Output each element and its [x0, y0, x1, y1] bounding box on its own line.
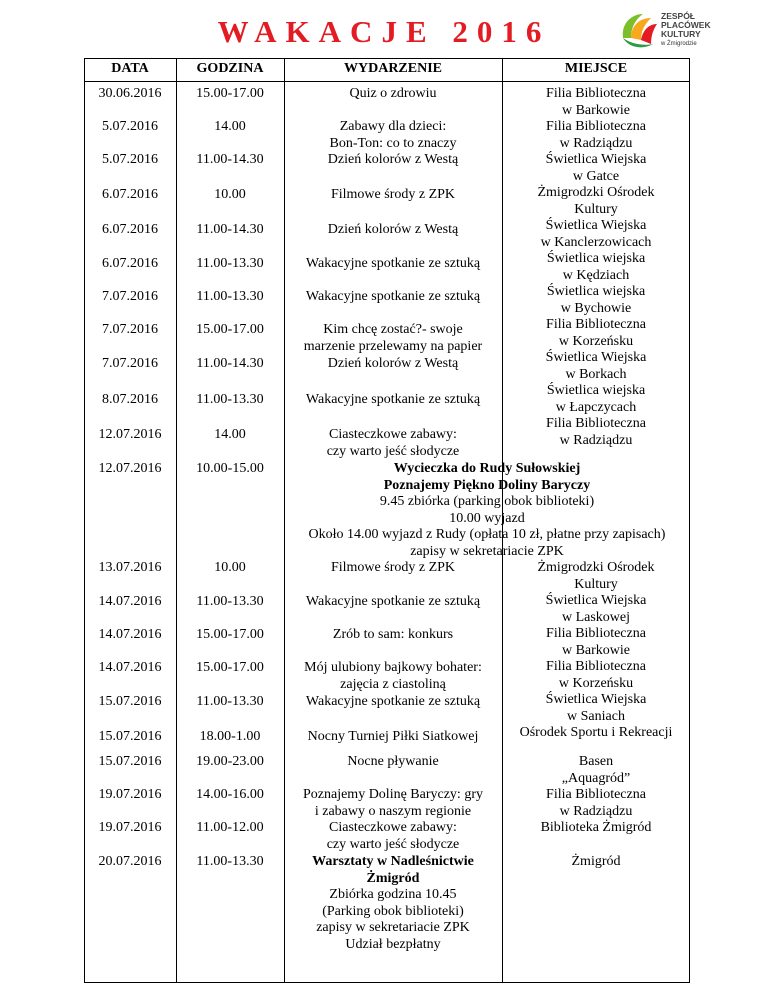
time-cell: 11.00-14.30 — [196, 152, 264, 167]
place-line: Świetlica wiejska — [546, 251, 646, 266]
trip-line: Około 14.00 wyjazd z Rudy (opłata 10 zł, płatne przy zapisach) — [308, 527, 666, 542]
event-cell: Wakacyjne spotkanie ze sztuką — [305, 594, 481, 609]
time-cell: 11.00-13.30 — [196, 854, 264, 869]
time-cell: 15.00-17.00 — [196, 86, 264, 101]
place-line: w Barkowie — [561, 102, 631, 118]
date-cell: 30.06.2016 — [98, 86, 162, 101]
trip-event-block — [284, 461, 690, 560]
time-cell: 15.00-17.00 — [196, 660, 264, 675]
trip-line: 9.45 zbiórka (parking obok biblioteki) — [379, 494, 595, 509]
logo-emblem-icon — [617, 8, 661, 52]
event-cell — [284, 660, 502, 693]
date-cell: 14.07.2016 — [98, 594, 162, 609]
header-time: GODZINA — [196, 61, 264, 76]
place-line: Świetlica Wiejska — [545, 218, 647, 233]
event-cell: Wakacyjne spotkanie ze sztuką — [305, 392, 481, 407]
place-line: Filia Biblioteczna — [546, 787, 646, 802]
time-cell: 18.00-1.00 — [199, 729, 261, 744]
event-line: Kim chcę zostać?- swoje — [323, 322, 463, 337]
event-cell: Nocne pływanie — [347, 754, 439, 769]
place-line: Biblioteka Żmigród — [540, 820, 652, 835]
event-cell: Wakacyjne spotkanie ze sztuką — [305, 289, 481, 304]
table-header-divider — [84, 81, 690, 82]
date-cell: 20.07.2016 — [98, 854, 162, 869]
place-line: Filia Biblioteczna — [546, 86, 646, 101]
event-cell — [284, 820, 502, 853]
header-date: DATA — [111, 61, 149, 76]
event-cell: Wakacyjne spotkanie ze sztuką — [305, 256, 481, 271]
event-line: Warsztaty w Nadleśnictwie — [312, 854, 474, 869]
place-cell: Żmigród — [571, 854, 621, 869]
time-cell: 11.00-13.30 — [196, 594, 264, 609]
place-line: w Kanclerzowicach — [540, 234, 652, 250]
event-line: czy warto jeść słodycze — [326, 443, 460, 459]
event-cell — [284, 119, 502, 152]
date-cell: 12.07.2016 — [98, 427, 162, 442]
place-line: w Bychowie — [560, 300, 632, 316]
zpk-logo — [617, 8, 727, 60]
logo-text-line3: KULTURY — [661, 29, 701, 39]
place-column — [502, 754, 690, 837]
event-line: marzenie przelewamy na papier — [303, 338, 483, 354]
date-cell: 5.07.2016 — [102, 152, 158, 167]
trip-title: Wycieczka do Rudy Sułowskiej — [393, 461, 581, 476]
place-line: Świetlica Wiejska — [545, 593, 647, 608]
event-cell: Zrób to sam: konkurs — [332, 627, 454, 642]
time-cell: 14.00 — [214, 427, 246, 442]
date-cell: 7.07.2016 — [102, 289, 158, 304]
time-cell: 11.00-12.00 — [196, 820, 264, 835]
trip-line: zapisy w sekretariacie ZPK — [410, 543, 564, 559]
date-cell: 15.07.2016 — [98, 694, 162, 709]
date-cell: 8.07.2016 — [102, 392, 158, 407]
date-cell: 15.07.2016 — [98, 754, 162, 769]
place-line: w Barkowie — [561, 642, 631, 658]
place-line: Filia Biblioteczna — [546, 626, 646, 641]
event-line: Żmigród — [366, 870, 420, 886]
event-line: czy warto jeść słodycze — [326, 836, 460, 852]
date-cell: 7.07.2016 — [102, 356, 158, 371]
event-line: Ciasteczkowe zabawy: — [329, 427, 457, 442]
date-cell: 6.07.2016 — [102, 187, 158, 202]
place-line: Ośrodek Sportu i Rekreacji — [519, 725, 673, 740]
event-line: zajęcia z ciastoliną — [340, 676, 446, 692]
place-line: Świetlica Wiejska — [545, 152, 647, 167]
event-line: Zbiórka godzina 10.45 — [329, 887, 457, 902]
event-line: (Parking obok biblioteki) — [322, 903, 464, 919]
place-line: Filia Biblioteczna — [546, 317, 646, 332]
place-line: w Borkach — [565, 366, 627, 382]
trip-line: 10.00 wyjazd — [449, 510, 525, 526]
place-line: w Kędziach — [562, 267, 630, 283]
place-line: Świetlica Wiejska — [545, 350, 647, 365]
place-line: w Radziądzu — [559, 432, 633, 448]
time-cell: 14.00 — [214, 119, 246, 134]
time-cell: 19.00-23.00 — [196, 754, 264, 769]
time-cell: 10.00 — [214, 560, 246, 575]
event-line: Bon-Ton: co to znaczy — [329, 135, 457, 151]
event-line: Mój ulubiony bajkowy bohater: — [304, 660, 482, 675]
event-cell: Filmowe środy z ZPK — [330, 187, 456, 202]
date-cell: 19.07.2016 — [98, 820, 162, 835]
event-cell: Filmowe środy z ZPK — [330, 560, 456, 575]
time-cell: 11.00-14.30 — [196, 222, 264, 237]
place-line: w Łapczycach — [555, 399, 637, 415]
place-line: Filia Biblioteczna — [546, 416, 646, 431]
place-line: w Korzeńsku — [558, 333, 634, 349]
place-line: Żmigrodzki Ośrodek — [537, 185, 655, 200]
event-cell: Dzień kolorów z Westą — [327, 222, 459, 237]
time-cell: 11.00-13.30 — [196, 289, 264, 304]
event-cell — [284, 854, 502, 953]
place-line: w Saniach — [567, 708, 625, 724]
event-cell — [284, 427, 502, 460]
place-line: Świetlica wiejska — [546, 284, 646, 299]
time-cell: 15.00-17.00 — [196, 627, 264, 642]
place-line: „Aquagród” — [561, 770, 631, 786]
place-line: Basen — [578, 754, 614, 769]
date-cell: 13.07.2016 — [98, 560, 162, 575]
event-cell: Quiz o zdrowiu — [349, 86, 437, 101]
event-cell — [284, 787, 502, 820]
place-line: Kultury — [574, 576, 618, 592]
event-cell — [284, 322, 502, 355]
date-cell: 6.07.2016 — [102, 256, 158, 271]
date-cell: 14.07.2016 — [98, 627, 162, 642]
event-cell: Wakacyjne spotkanie ze sztuką — [305, 694, 481, 709]
header-event: WYDARZENIE — [343, 61, 442, 76]
place-line: w Korzeńsku — [558, 675, 634, 691]
place-line: w Laskowej — [561, 609, 631, 625]
date-cell: 14.07.2016 — [98, 660, 162, 675]
date-cell: 19.07.2016 — [98, 787, 162, 802]
time-cell: 11.00-13.30 — [196, 392, 264, 407]
time-cell: 10.00-15.00 — [196, 461, 264, 476]
date-cell: 12.07.2016 — [98, 461, 162, 476]
place-column — [502, 86, 690, 449]
time-cell: 15.00-17.00 — [196, 322, 264, 337]
event-cell: Nocny Turniej Piłki Siatkowej — [307, 729, 479, 744]
time-cell: 11.00-13.30 — [196, 694, 264, 709]
event-cell: Dzień kolorów z Westą — [327, 356, 459, 371]
place-line: Kultury — [574, 201, 618, 217]
event-line: Poznajemy Dolinę Baryczy: gry — [302, 787, 483, 802]
page-title: WAKACJE 2016 — [217, 14, 551, 49]
event-cell: Dzień kolorów z Westą — [327, 152, 459, 167]
place-line: Filia Biblioteczna — [546, 659, 646, 674]
event-line: Zabawy dla dzieci: — [339, 119, 447, 134]
time-cell: 10.00 — [214, 187, 246, 202]
place-line: Filia Biblioteczna — [546, 119, 646, 134]
place-line: Świetlica Wiejska — [545, 692, 647, 707]
event-line: i zabawy o naszym regionie — [314, 803, 472, 819]
logo-text-line4: w Żmigrodzie — [661, 41, 697, 47]
place-line: w Radziądzu — [559, 803, 633, 819]
date-cell: 7.07.2016 — [102, 322, 158, 337]
time-cell: 11.00-13.30 — [196, 256, 264, 271]
time-cell: 11.00-14.30 — [196, 356, 264, 371]
place-line: w Gatce — [572, 168, 620, 184]
place-line: Żmigrodzki Ośrodek — [537, 560, 655, 575]
place-column — [502, 560, 690, 742]
date-cell: 15.07.2016 — [98, 729, 162, 744]
place-line: w Radziądzu — [559, 135, 633, 151]
header-place: MIEJSCE — [564, 61, 628, 76]
time-cell: 14.00-16.00 — [196, 787, 264, 802]
date-cell: 5.07.2016 — [102, 119, 158, 134]
event-line: Ciasteczkowe zabawy: — [329, 820, 457, 835]
logo-text-line1: ZESPÓŁ — [661, 11, 696, 21]
place-line: Świetlica wiejska — [546, 383, 646, 398]
trip-subtitle: Poznajemy Piękno Doliny Baryczy — [383, 477, 591, 493]
logo-text-line2: PLACÓWEK — [661, 20, 711, 30]
event-line: zapisy w sekretariacie ZPK — [316, 920, 470, 935]
event-line: Udział bezpłatny — [345, 936, 441, 952]
date-cell: 6.07.2016 — [102, 222, 158, 237]
